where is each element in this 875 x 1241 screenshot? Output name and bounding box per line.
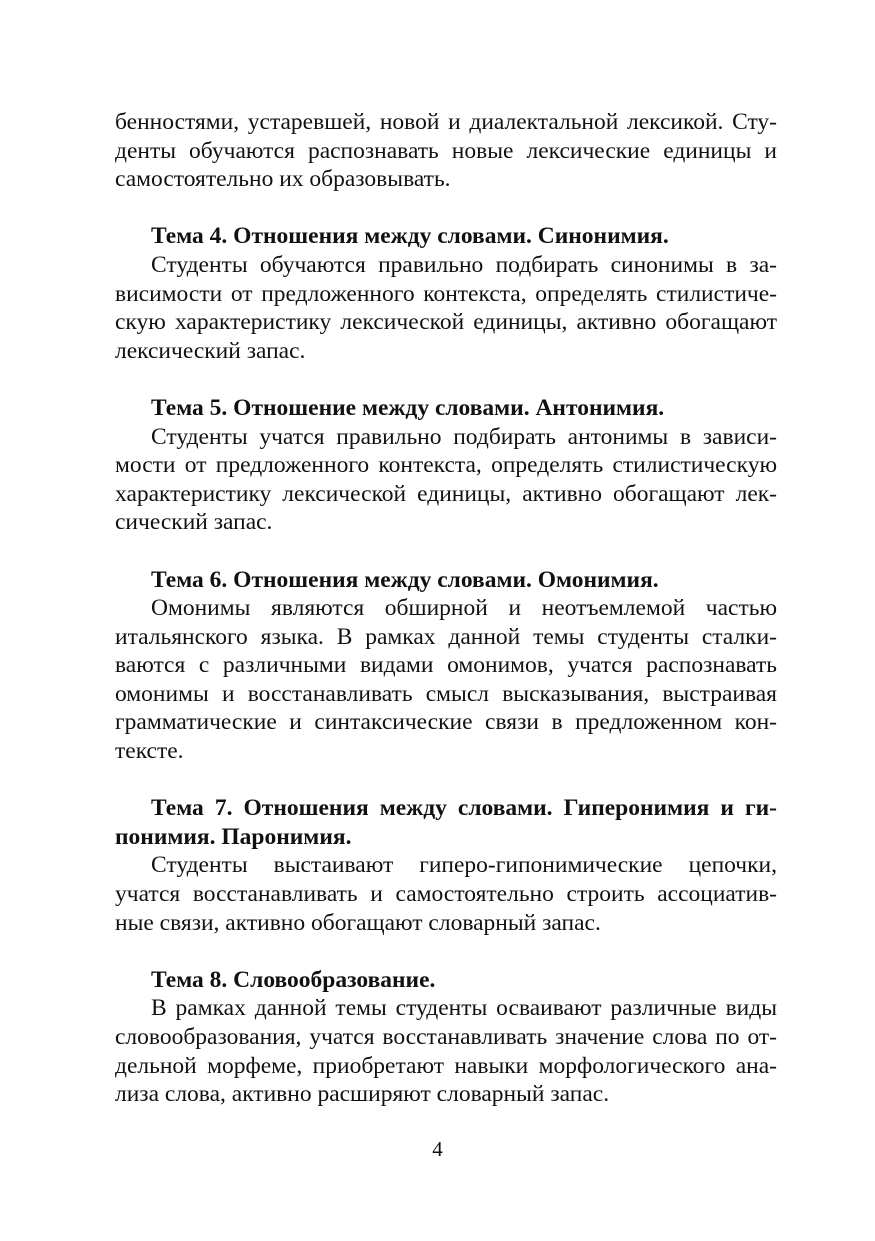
paragraph-line: В рамках данной темы студенты осваивают различные виды xyxy=(151,995,777,1022)
section-gap xyxy=(115,537,777,566)
paragraph-line: денты обучаются распознавать новые лексические единицы и xyxy=(115,137,777,164)
section-topic-4 xyxy=(115,222,777,365)
paragraph-line: самостоятельно их образовывать. xyxy=(115,166,451,193)
section-gap xyxy=(115,365,777,394)
document-page xyxy=(115,108,777,1109)
paragraph-line: омонимы и восстанавливать смысл высказывания, выстраивая xyxy=(115,680,777,707)
section-heading-continuation: понимия. Паронимия. xyxy=(115,823,352,850)
paragraph-line: ные связи, активно обогащают словарный запас. xyxy=(115,909,601,936)
paragraph-line: Студенты обучаются правильно подбирать синонимы в за- xyxy=(151,251,777,278)
section-topic-8 xyxy=(115,966,777,1109)
intro-paragraph xyxy=(115,108,777,194)
paragraph-line: характеристику лексической единицы, активно обогащают лек- xyxy=(115,480,777,507)
paragraph-line: висимости от предложенного контекста, определять стилистиче- xyxy=(115,280,777,307)
paragraph-line: сический запас. xyxy=(115,509,273,536)
section-topic-5 xyxy=(115,394,777,537)
paragraph-line: тексте. xyxy=(115,738,184,765)
section-heading: Тема 6. Отношения между словами. Омонимия. xyxy=(151,566,659,593)
paragraph-line: лексический запас. xyxy=(115,337,306,364)
paragraph-line: Студенты учатся правильно подбирать антонимы в зависи- xyxy=(151,423,777,450)
paragraph-line: учатся восстанавливать и самостоятельно строить ассоциатив- xyxy=(115,881,777,908)
paragraph-line: Омонимы являются обширной и неотъемлемой частью xyxy=(151,595,777,622)
paragraph-line: скую характеристику лексической единицы, активно обогащают xyxy=(115,309,777,336)
section-heading: Тема 8. Словообразование. xyxy=(151,966,436,993)
paragraph-line: ваются с различными видами омонимов, учатся распознавать xyxy=(115,652,777,679)
section-gap xyxy=(115,194,777,223)
section-topic-6 xyxy=(115,566,777,766)
paragraph-line: итальянского языка. В рамках данной темы студенты сталки- xyxy=(115,623,777,650)
section-heading: Тема 5. Отношение между словами. Антонимия. xyxy=(151,394,665,421)
section-heading: Тема 7. Отношения между словами. Гиперонимия и ги- xyxy=(151,795,777,822)
paragraph-line: мости от предложенного контекста, определять стилистическую xyxy=(115,452,777,479)
paragraph-line: бенностями, устаревшей, новой и диалектальной лексикой. Сту- xyxy=(115,109,777,135)
page-number: 4 xyxy=(432,1137,443,1161)
section-gap xyxy=(115,937,777,966)
paragraph-line: лиза слова, активно расширяют словарный запас. xyxy=(115,1081,610,1108)
section-topic-7 xyxy=(115,794,777,937)
section-heading: Тема 4. Отношения между словами. Синонимия. xyxy=(151,223,669,250)
paragraph-line: Студенты выстаивают гиперо-гипонимические цепочки, xyxy=(151,852,777,879)
paragraph-line: грамматические и синтаксические связи в предложенном кон- xyxy=(115,709,777,736)
paragraph-line: дельной морфеме, приобретают навыки морфологического ана- xyxy=(115,1052,777,1079)
paragraph-line: словообразования, учатся восстанавливать значение слова по от- xyxy=(115,1024,777,1050)
section-gap xyxy=(115,766,777,795)
